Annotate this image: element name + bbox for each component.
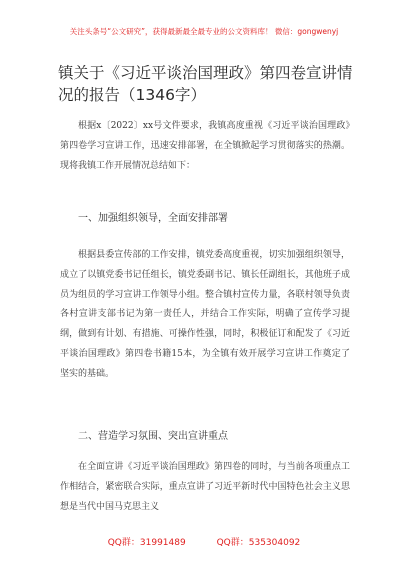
section-2-heading: 二、营造学习氛围、突出宣讲重点 — [78, 431, 228, 442]
intro-paragraph: 根据x〔2022〕xx号文件要求，我镇高度重视《习近平谈治国理政》第四卷学习宣讲工作，迅速安排部署，在全镇掀起学习贯彻落实的热潮。现将我镇工作开展情况总结如下： — [60, 121, 350, 171]
footer-qq-group-2: QQ群：535304092 — [216, 538, 301, 548]
section-1-heading: 一、加强组织领导，全面安排部署 — [78, 213, 228, 224]
top-banner: 关注头条号“公文研究”，获得最新最全最专业的公文资料库！ 微信：gongwenyj — [69, 27, 339, 36]
section-2-body: 在全面宣讲《习近平谈治国理政》第四卷的同时，与当前各项重点工作相结合，紧密联合实际，重点宣讲了习近平新时代中国特色社会主义思想是当代中国马克思主义 — [60, 462, 350, 512]
section-1-body: 根据县委宣传部的工作安排，镇党委高度重视，切实加强组织领导，成立了以镇党委书记任组长，镇党委副书记、镇长任副组长，其他班子成员为组员的学习宣讲工作领导小组。整合镇村宣传力量，各联村领导负责各村宣讲支部书记为第一责任人，并结合工作实际，明确了宣传学习提纲，做到有计划、有措施、可操作性强，同时，积极征订和配发了《习近平谈治国理政》第四卷书籍15本，为全镇有效开展学习宣讲工作奠定了坚实的基础。 — [60, 250, 350, 379]
footer-qq-group-1: QQ群：31991489 — [107, 538, 186, 548]
footer — [0, 535, 408, 548]
document-title: 镇关于《习近平谈治国理政》第四卷宣讲情况的报告（1346字） — [58, 64, 353, 104]
